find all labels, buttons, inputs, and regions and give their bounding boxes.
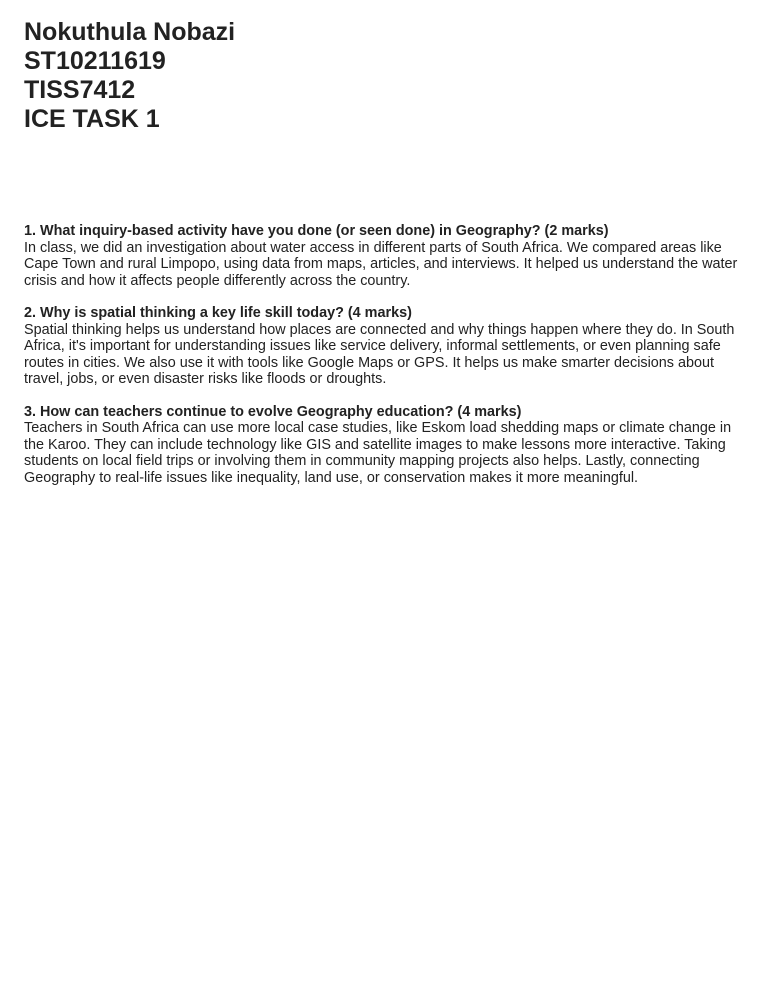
answer-text: Teachers in South Africa can use more local case studies, like Eskom load shedding maps or climate change in the Karoo. They can include technology like GIS and satellite images to make lessons more interactive. Taking students on local field trips or involving them in community mapping projects also helps. Lastly, connecting Geography to real-life issues like inequality, land use, or conservation makes it more meaningful. (24, 420, 732, 486)
question-item-3 (24, 404, 746, 487)
document-page (24, 18, 746, 502)
title-block (24, 18, 746, 134)
answer-text: In class, we did an investigation about water access in different parts of South Africa. We compared areas like Cape Town and rural Limpopo, using data from maps, articles, and interviews. It helped us understand the water crisis and how it affects people differently across the country. (24, 239, 738, 289)
student-name: Nokuthula Nobazi (24, 18, 236, 46)
question-list (24, 223, 746, 486)
question-item-2 (24, 305, 746, 388)
answer-text: Spatial thinking helps us understand how places are connected and why things happen where they do. In South Africa, it's important for understanding issues like service delivery, informal settlements, or even planning safe routes in cities. We also use it with tools like Google Maps or GPS. It helps us make smarter decisions about travel, jobs, or even disaster risks like floods or droughts. (24, 321, 735, 387)
question-heading: 3. How can teachers continue to evolve Geography education? (4 marks) (24, 403, 522, 420)
question-heading: 2. Why is spatial thinking a key life skill today? (4 marks) (24, 305, 412, 321)
question-item-1 (24, 223, 746, 289)
question-heading: 1. What inquiry-based activity have you done (or seen done) in Geography? (2 marks) (24, 223, 609, 239)
task-title: ICE TASK 1 (24, 105, 160, 133)
student-number: ST10211619 (24, 47, 166, 75)
module-code: TISS7412 (24, 76, 136, 104)
